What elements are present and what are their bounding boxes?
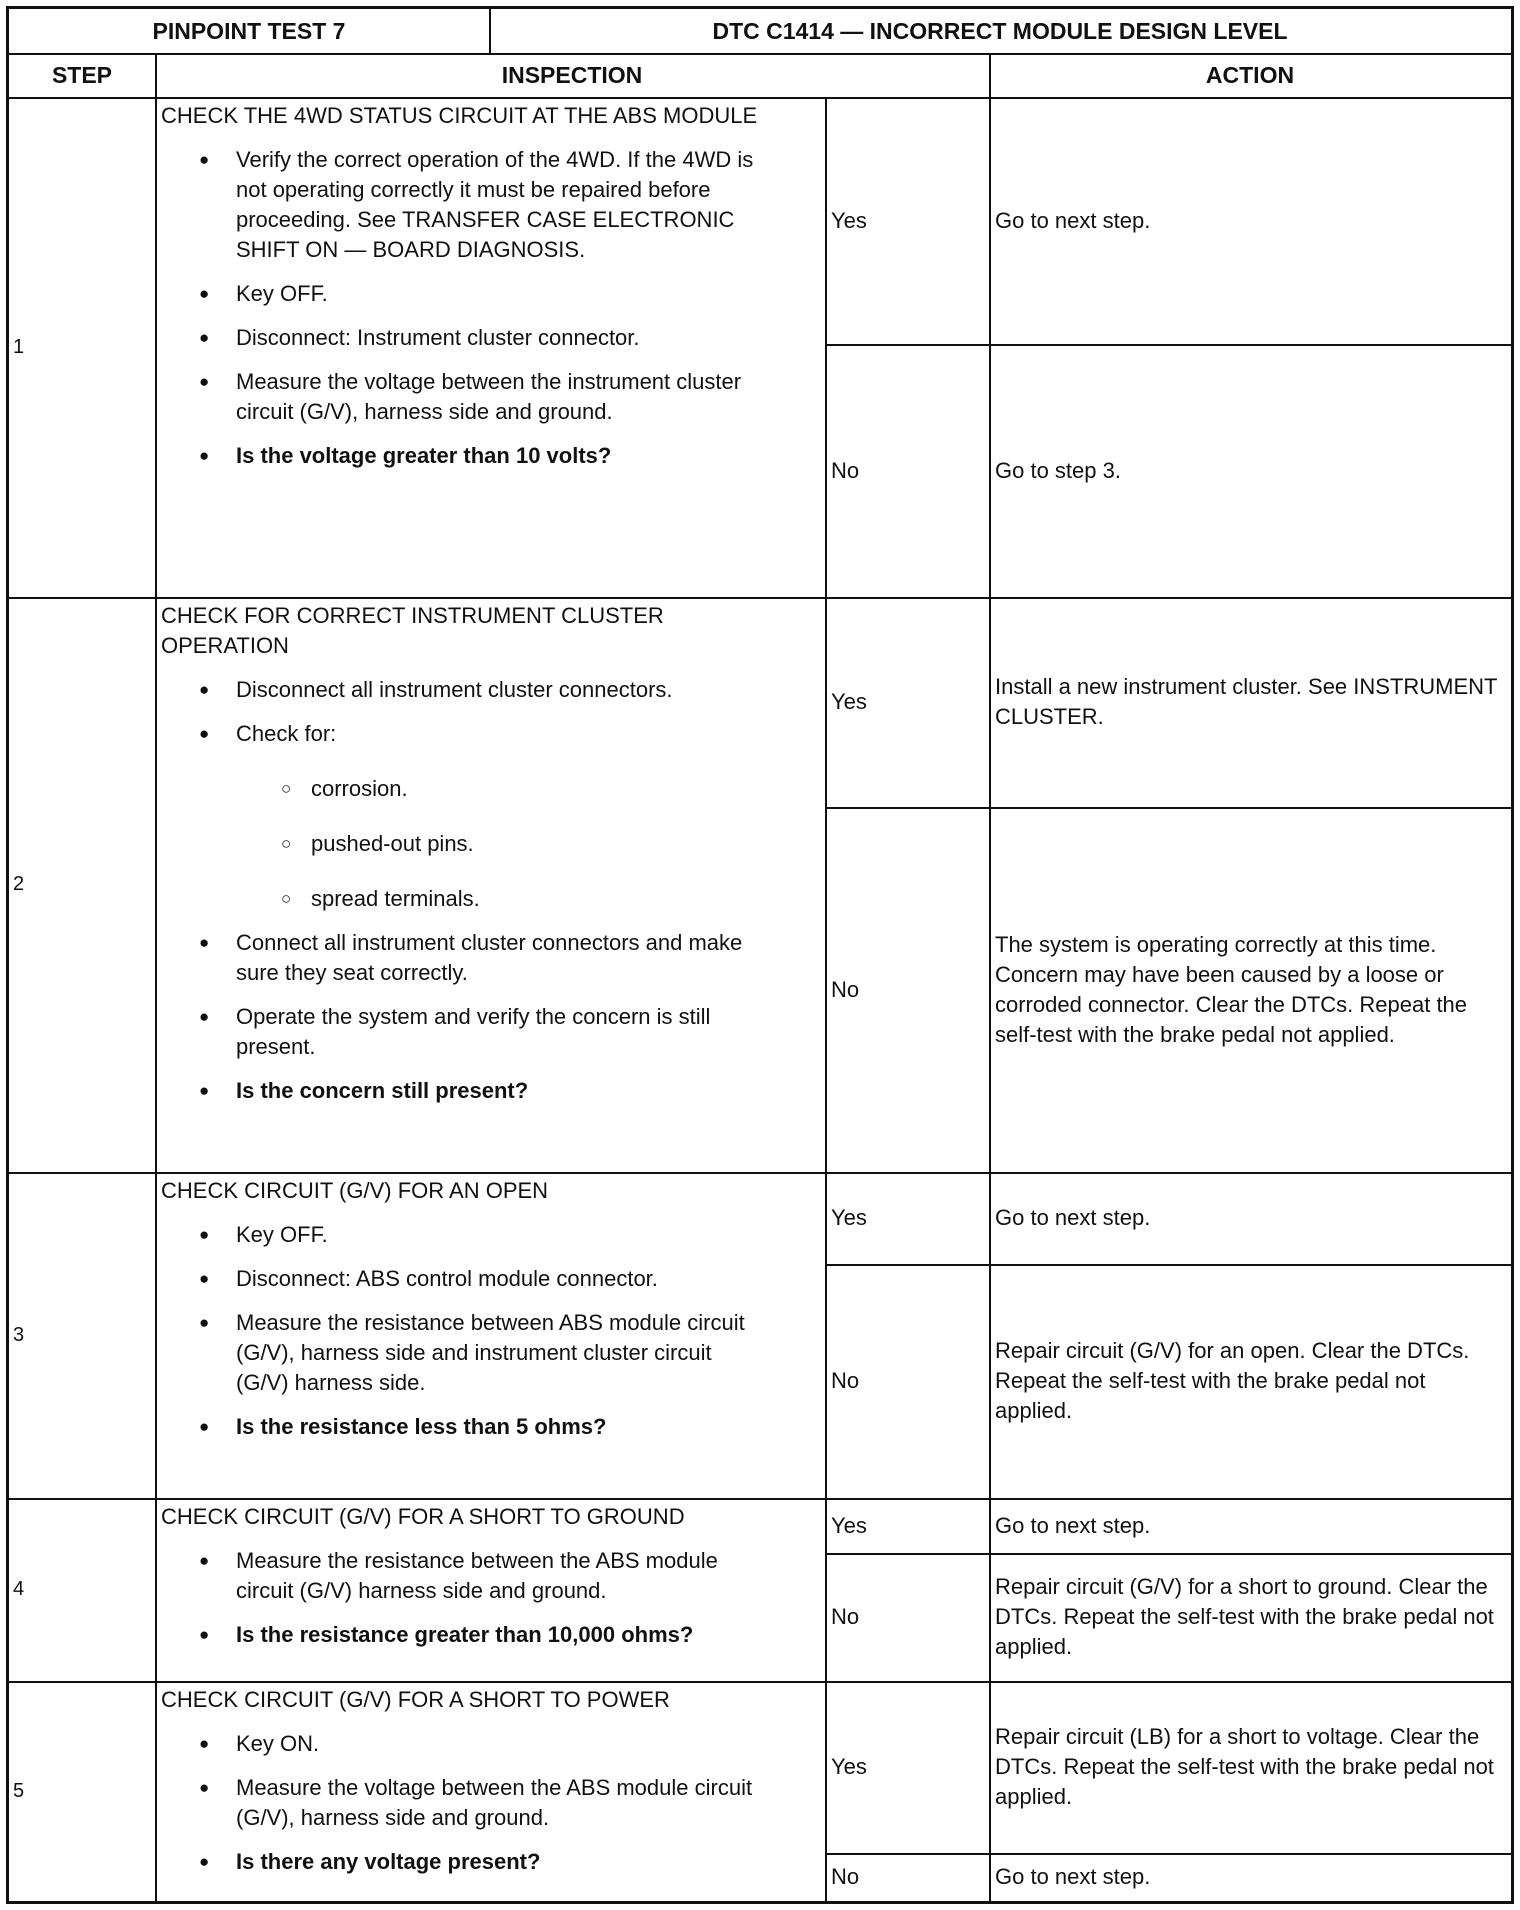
divider [9,1498,1511,1500]
step-5-no-label: No [831,1864,860,1889]
step-number-5: 5 [13,1779,25,1802]
step-3-yes-label: Yes [831,1205,867,1230]
divider [9,1172,1511,1174]
divider [825,1853,1511,1855]
step-3-question: ● Is the resistance less than 5 ohms? [161,1412,756,1442]
divider [825,1553,1511,1555]
column-header-inspection: INSPECTION [501,62,643,88]
column-header-step: STEP [51,62,113,88]
step-2-bullet-2: ● Check for: [161,719,756,749]
step-3-no-label: No [831,1368,860,1393]
step-1-bullet-1: ● Verify the correct operation of the 4WD. If the 4WD is not operating correctly it must be repaired before proceeding. See TRANSFER CASE ELECTRONIC SHIFT ON — BOARD DIAGNOSIS. [161,145,756,265]
step-4-yes-action: Go to next step. [995,1512,1151,1538]
divider [9,53,1511,55]
pinpoint-test-table [6,6,1514,1904]
divider [9,597,1511,599]
step-3-bullet-2: ● Disconnect: ABS control module connector. [161,1264,756,1294]
dtc-title: DTC C1414 — INCORRECT MODULE DESIGN LEVEL [712,18,1288,44]
step-3-bullet-3: ● Measure the resistance between ABS module circuit (G/V), harness side and instrument cluster circuit (G/V) harness side. [161,1308,756,1398]
step-1-yes-label: Yes [831,207,867,233]
column-header-action: ACTION [1205,62,1295,88]
step-2-subbullet-1: ○ corrosion. [161,774,821,804]
divider [155,53,157,1901]
step-4-question: ● Is the resistance greater than 10,000 ohms? [161,1620,816,1650]
step-2-yes-action: Install a new instrument cluster. See INSTRUMENT CLUSTER. [995,674,1498,729]
step-number-4: 4 [13,1578,25,1600]
divider [825,1264,1511,1266]
step-2-no-label: No [831,976,860,1002]
step-2-subbullet-3: ○ spread terminals. [161,884,821,914]
step-1-bullet-2: ● Key OFF. [161,279,756,309]
step-2-question: ● Is the concern still present? [161,1076,756,1106]
step-2-no-action: The system is operating correctly at this time. Concern may have been caused by a loose or corroded connector. Clear the DTCs. Repeat the self-test with the brake pedal not applied. [995,931,1468,1047]
step-2-subbullet-2: ○ pushed-out pins. [161,829,821,859]
step-5-inspection [161,1685,821,1877]
step-5-title: CHECK CIRCUIT (G/V) FOR A SHORT TO POWER [161,1687,670,1712]
step-3-title: CHECK CIRCUIT (G/V) FOR AN OPEN [161,1178,549,1203]
step-1-title: CHECK THE 4WD STATUS CIRCUIT AT THE ABS MODULE [161,103,758,128]
step-2-yes-label: Yes [831,689,867,714]
step-5-yes-label: Yes [831,1754,867,1779]
step-4-bullet-1: ● Measure the resistance between the ABS module circuit (G/V) harness side and ground. [161,1546,756,1606]
step-1-yes-action: Go to next step. [995,207,1151,233]
divider [989,53,991,1901]
step-4-inspection [161,1502,821,1650]
step-1-bullet-4: ● Measure the voltage between the instrument cluster circuit (G/V), harness side and ground. [161,367,756,427]
step-3-inspection [161,1176,821,1442]
step-number-2: 2 [13,873,25,895]
divider [489,9,491,53]
divider [825,807,1511,809]
step-1-question: ● Is the voltage greater than 10 volts? [161,441,756,471]
step-2-bullet-1: ● Disconnect all instrument cluster connectors. [161,675,756,705]
divider [825,344,1511,346]
step-5-question: ● Is there any voltage present? [161,1847,756,1877]
step-1-bullet-3: ● Disconnect: Instrument cluster connector. [161,323,756,353]
step-5-bullet-1: ● Key ON. [161,1729,756,1759]
step-4-yes-label: Yes [831,1512,867,1538]
step-1-no-action: Go to step 3. [995,457,1121,483]
divider [825,97,827,1901]
step-3-yes-action: Go to next step. [995,1205,1151,1230]
step-4-no-action: Repair circuit (G/V) for a short to ground. Clear the DTCs. Repeat the self-test with the brake pedal not applied. [995,1574,1494,1659]
step-1-no-label: No [831,457,860,483]
step-number-3: 3 [13,1323,25,1346]
divider [9,97,1511,99]
step-2-bullet-4: ● Operate the system and verify the concern is still present. [161,1002,756,1062]
step-5-no-action: Go to next step. [995,1864,1151,1889]
step-2-inspection [161,601,821,1106]
step-1-inspection [161,101,821,471]
step-2-title: CHECK FOR CORRECT INSTRUMENT CLUSTER OPERATION [161,603,664,658]
step-4-no-label: No [831,1604,860,1629]
divider [9,1681,1511,1683]
step-4-title: CHECK CIRCUIT (G/V) FOR A SHORT TO GROUND [161,1504,685,1529]
test-title: PINPOINT TEST 7 [152,18,346,44]
step-2-bullet-3: ● Connect all instrument cluster connectors and make sure they seat correctly. [161,928,756,988]
step-5-yes-action: Repair circuit (LB) for a short to voltage. Clear the DTCs. Repeat the self-test with the brake pedal not applied. [995,1724,1494,1809]
step-number-1: 1 [13,335,25,358]
step-3-no-action: Repair circuit (G/V) for an open. Clear the DTCs. Repeat the self-test with the brake pedal not applied. [995,1338,1470,1423]
step-3-bullet-1: ● Key OFF. [161,1220,756,1250]
step-5-bullet-2: ● Measure the voltage between the ABS module circuit (G/V), harness side and ground. [161,1773,756,1833]
